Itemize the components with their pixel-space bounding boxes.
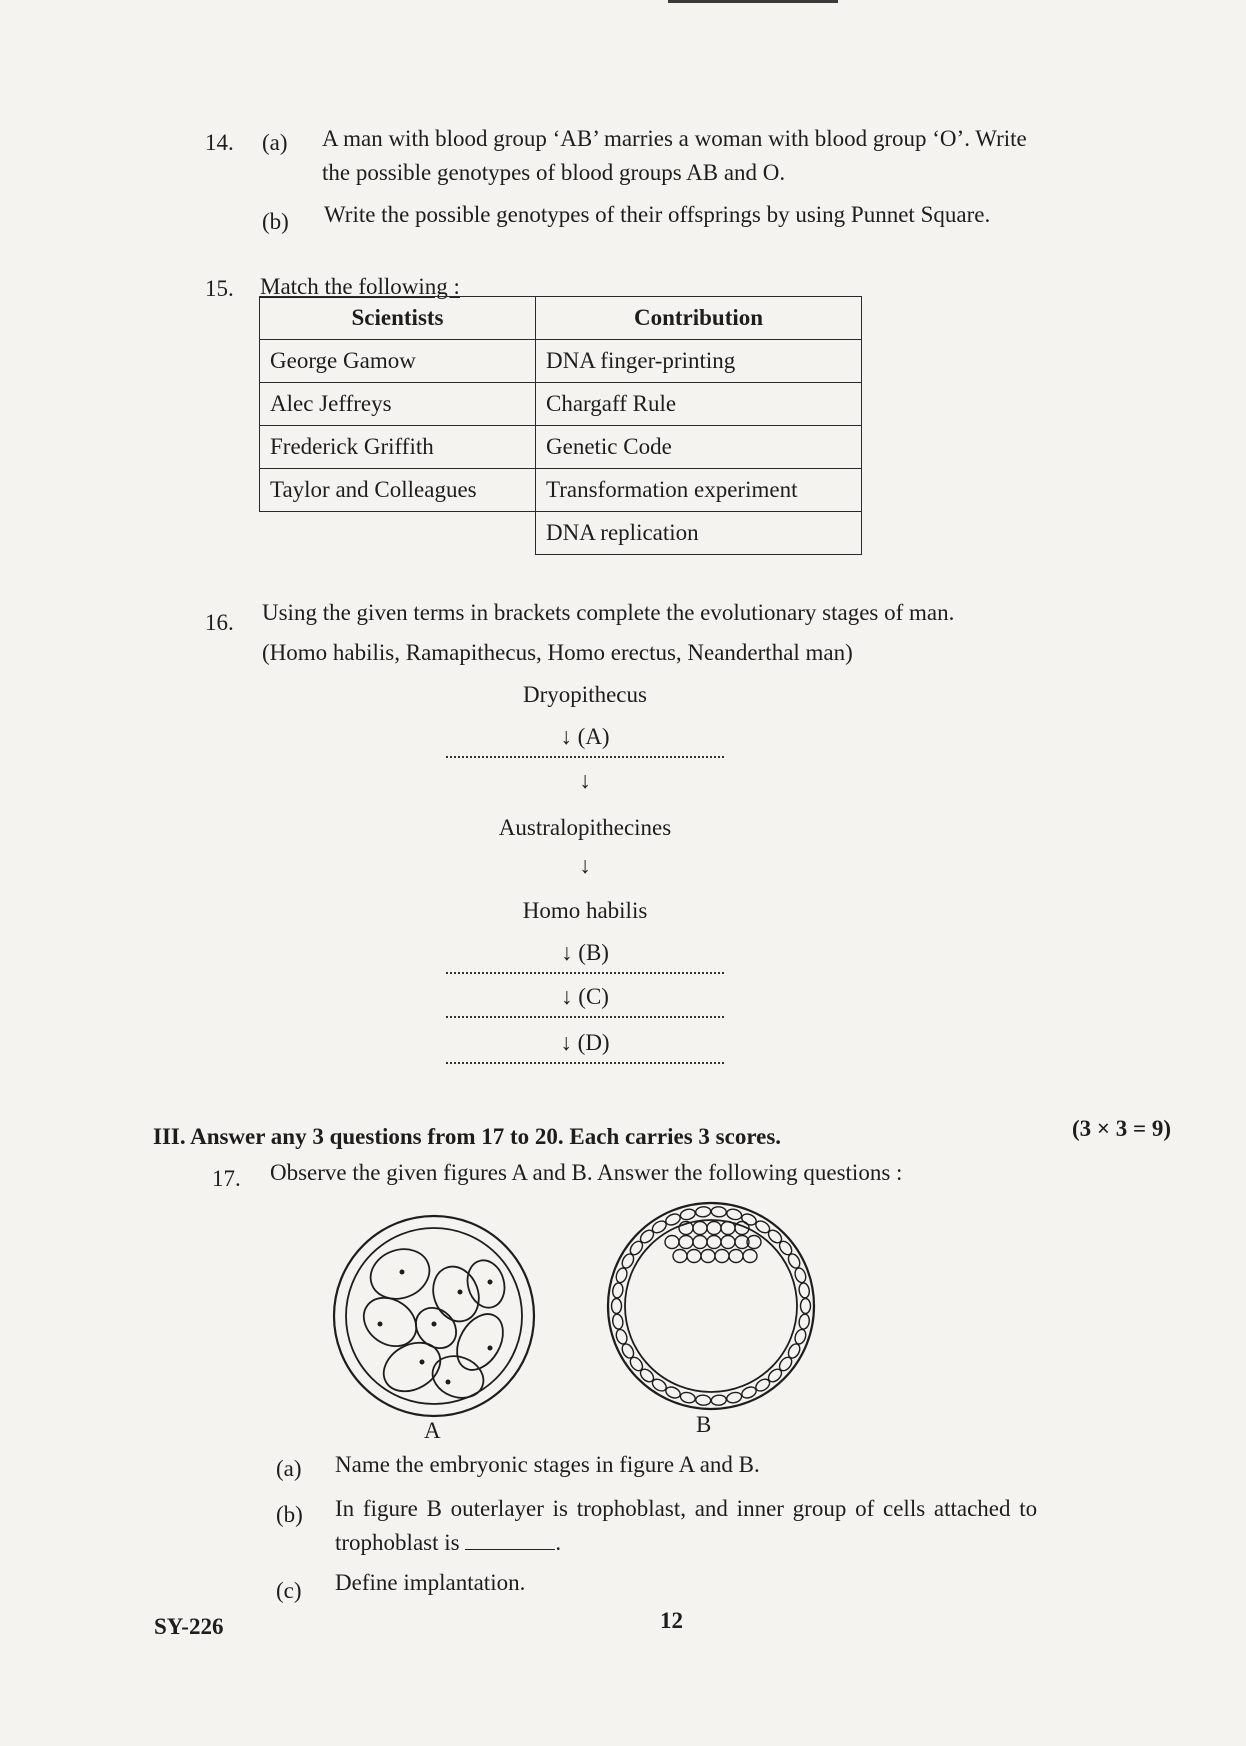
inner-cell-mass-cell: [743, 1250, 757, 1263]
header-contribution: Contribution: [536, 297, 862, 340]
inner-cell-mass-cell: [693, 1222, 707, 1235]
q17-b-line1: In figure B outerlayer is trophoblast, and inner group of cells attached to: [335, 1496, 1038, 1521]
q15-number: 15.: [205, 276, 234, 301]
trophoblast-cell: [801, 1299, 811, 1314]
trophoblast-cell: [679, 1208, 696, 1221]
arrow-c: ↓ (C): [561, 984, 609, 1009]
arrow-b: ↓ (B): [561, 940, 609, 965]
q16-number: 16.: [205, 610, 234, 635]
section-score: (3 × 3 = 9): [1072, 1116, 1172, 1141]
stage-australopithecines: Australopithecines: [498, 815, 672, 840]
arrow-d: ↓ (D): [560, 1030, 610, 1055]
contribution-cell: DNA replication: [536, 512, 862, 555]
trophoblast-cell: [612, 1313, 624, 1329]
q17-c-label: (c): [276, 1578, 302, 1603]
q14-a-line2: the possible genotypes of blood groups AB and O.: [322, 160, 786, 185]
q17-intro: Observe the given figures A and B. Answer the following questions :: [270, 1160, 903, 1185]
inner-cell-mass-cell: [701, 1250, 715, 1263]
q16-line1: Using the given terms in brackets complete the evolutionary stages of man.: [262, 600, 955, 625]
scientist-cell: George Gamow: [260, 340, 536, 383]
arrow-down: ↓: [579, 768, 591, 793]
trophoblast-cell: [726, 1391, 743, 1404]
trophoblast-cell: [798, 1282, 810, 1298]
q17-b-line2-pre: trophoblast is: [335, 1530, 460, 1555]
trophoblast-cell: [614, 1267, 628, 1284]
inner-cell-mass-cell: [665, 1236, 679, 1249]
stage-homo-habilis: Homo habilis: [522, 898, 648, 923]
inner-cell-mass-cell: [673, 1250, 687, 1263]
blank-line-c: [446, 1016, 724, 1018]
figure-a-label: A: [424, 1418, 441, 1443]
q14-b-label: (b): [262, 209, 289, 234]
trophoblast-cell: [679, 1391, 696, 1404]
inner-cell-mass-cell: [679, 1236, 693, 1249]
table-row: [260, 469, 862, 512]
trophoblast-cell: [711, 1206, 727, 1217]
empty-cell: [260, 512, 536, 555]
table-row: [260, 426, 862, 469]
q17-b-label: (b): [276, 1502, 303, 1527]
inner-cell-mass-cell: [707, 1222, 721, 1235]
header-scientists: Scientists: [260, 297, 536, 340]
answer-blank: [465, 1549, 555, 1550]
q14-number: 14.: [205, 130, 234, 155]
q17-a-text: Name the embryonic stages in figure A and B.: [335, 1452, 760, 1477]
trophoblast-cell: [711, 1395, 727, 1406]
inner-cell-mass-cell: [687, 1250, 701, 1263]
trophoblast-cell: [726, 1208, 743, 1221]
trophoblast-cell: [793, 1328, 807, 1345]
table-row: [260, 383, 862, 426]
stage-dryopithecus: Dryopithecus: [523, 682, 647, 707]
figure-b-label: B: [696, 1412, 712, 1437]
table-row: [260, 512, 862, 555]
top-edge-line: [668, 0, 838, 3]
match-table-header: [260, 297, 862, 340]
footer-code: SY-226: [154, 1614, 224, 1639]
inner-cell-mass-cell: [721, 1222, 735, 1235]
blank-line-a: [446, 756, 724, 758]
trophoblast-cell: [695, 1206, 711, 1217]
q16-line2: (Homo habilis, Ramapithecus, Homo erectus, Neanderthal man): [262, 640, 853, 665]
trophoblast-cell: [798, 1313, 810, 1329]
contribution-cell: Transformation experiment: [536, 469, 862, 512]
blank-line-b: [446, 972, 724, 974]
trophoblast-cell: [793, 1267, 807, 1284]
arrow-down: ↓: [579, 853, 591, 878]
figure-b-blastocyst: [604, 1200, 818, 1412]
q17-b-line2: [335, 1526, 561, 1560]
q17-c-text: Define implantation.: [335, 1570, 526, 1595]
trophoblast-cell: [612, 1282, 624, 1298]
inner-cell-mass-cell: [729, 1250, 743, 1263]
table-row: [260, 340, 862, 383]
section-heading: III. Answer any 3 questions from 17 to 20. Each carries 3 scores.: [153, 1124, 782, 1149]
q14-a-label: (a): [262, 130, 288, 155]
scientist-cell: Taylor and Colleagues: [260, 469, 536, 512]
arrow-a: ↓ (A): [560, 724, 610, 749]
q17-b-line2-post: .: [555, 1530, 562, 1555]
inner-cell-mass-cell: [693, 1236, 707, 1249]
q17-number: 17.: [212, 1166, 241, 1191]
inner-cell-mass-cell: [715, 1250, 729, 1263]
match-table: [259, 296, 862, 555]
scientist-cell: Frederick Griffith: [260, 426, 536, 469]
scientist-cell: Alec Jeffreys: [260, 383, 536, 426]
footer-page-number: 12: [660, 1608, 683, 1633]
contribution-cell: Chargaff Rule: [536, 383, 862, 426]
q14-b-text: Write the possible genotypes of their offsprings by using Punnet Square.: [324, 202, 991, 227]
contribution-cell: Genetic Code: [536, 426, 862, 469]
inner-cell-mass-cell: [707, 1236, 721, 1249]
trophoblast-cell: [695, 1395, 711, 1406]
inner-cell-mass-cell: [721, 1236, 735, 1249]
figure-a-morula: [330, 1212, 538, 1420]
trophoblast-cell: [612, 1299, 622, 1314]
q17-a-label: (a): [276, 1456, 302, 1481]
blank-line-d: [446, 1062, 724, 1064]
trophoblast-cell: [614, 1328, 628, 1345]
q14-a-line1: A man with blood group ‘AB’ marries a woman with blood group ‘O’. Write: [322, 126, 1027, 151]
q15-intro: Match the following :: [260, 274, 460, 299]
contribution-cell: DNA finger-printing: [536, 340, 862, 383]
